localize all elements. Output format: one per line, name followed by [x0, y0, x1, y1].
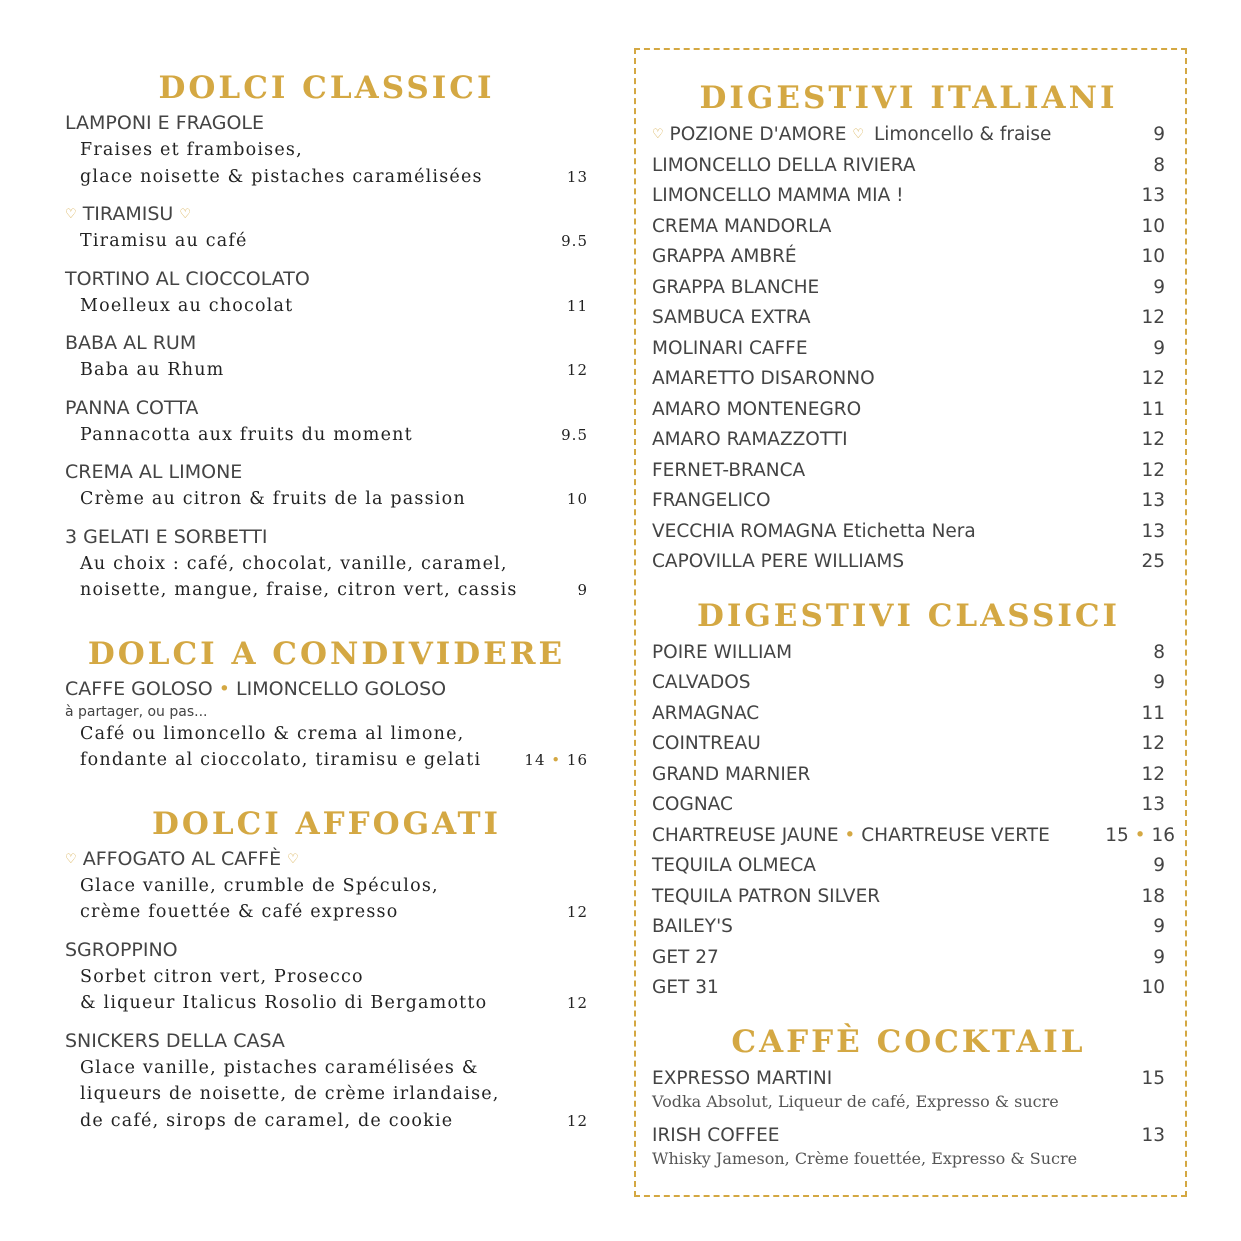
- price-value: 9: [1153, 916, 1165, 937]
- item-name-part: CALVADOS: [652, 672, 751, 693]
- item-price: [1153, 273, 1165, 304]
- item-note: à partager, ou pas...: [65, 703, 208, 720]
- item-name: [652, 303, 1165, 334]
- item-name-part: GET 31: [652, 977, 719, 998]
- item-name: [65, 846, 588, 873]
- item-name-part: VECCHIA ROMAGNA Etichetta Nera: [652, 520, 976, 542]
- item-name: [652, 943, 1165, 974]
- menu-item: [65, 266, 588, 320]
- menu-item: [652, 790, 1165, 821]
- menu-item: [652, 943, 1165, 974]
- price-value: 9: [1153, 855, 1165, 876]
- item-name-part: COGNAC: [652, 794, 733, 815]
- menu-section: [652, 596, 1175, 1004]
- item-description-line: Pannacotta aux fruits du moment: [80, 424, 413, 445]
- price-value: 10: [1141, 977, 1165, 998]
- item-name-part: SGROPPINO: [65, 938, 178, 961]
- item-price: [567, 293, 588, 320]
- item-name: [652, 851, 1165, 882]
- item-name-part: SNICKERS DELLA CASA: [65, 1029, 285, 1052]
- menu-item: [65, 110, 588, 190]
- item-name-part: CAPOVILLA PERE WILLIAMS: [652, 551, 905, 572]
- price-value: 12: [1141, 429, 1165, 450]
- item-name: [652, 912, 1165, 943]
- item-name-part: COINTREAU: [652, 733, 761, 754]
- item-name-part: AMARO MONTENEGRO: [652, 398, 862, 420]
- price-value: 12: [566, 903, 588, 921]
- price-value: 12: [1141, 459, 1165, 481]
- item-price: [567, 1108, 588, 1135]
- menu-section: [652, 78, 1165, 578]
- item-name-part: MOLINARI CAFFE: [652, 337, 808, 359]
- item-price: [567, 990, 588, 1017]
- menu-item: [65, 395, 588, 449]
- item-name: [65, 676, 588, 703]
- item-price: [1141, 364, 1165, 395]
- item-name: [652, 638, 1165, 669]
- item-price: [1153, 668, 1165, 699]
- item-name: [652, 273, 1165, 304]
- item-name-part: ARMAGNAC: [652, 702, 760, 724]
- item-description-line: crème fouettée & café expresso: [80, 902, 399, 922]
- item-price: [1141, 303, 1165, 334]
- item-description-line: fondante al cioccolato, tiramisu e gelati: [80, 750, 482, 770]
- menu-item: [65, 330, 588, 384]
- menu-item: [652, 486, 1165, 517]
- price-value: 13: [1141, 490, 1165, 511]
- price-value: 18: [1141, 885, 1165, 907]
- item-price: [1141, 882, 1165, 913]
- menu-item: [652, 517, 1165, 548]
- menu-item: [652, 912, 1165, 943]
- price-value: 10: [1141, 215, 1165, 237]
- price-value: 9.5: [561, 232, 588, 250]
- menu-item: [65, 201, 588, 255]
- price-value: 13: [1141, 794, 1165, 815]
- item-name-part: CHARTREUSE JAUNE: [652, 824, 839, 846]
- menu-item: [65, 1028, 588, 1135]
- item-name: [652, 760, 1165, 791]
- item-name: [652, 486, 1165, 517]
- item-price: [1141, 517, 1165, 548]
- item-price: [1153, 334, 1165, 365]
- separator-dot: •: [545, 751, 567, 769]
- item-name: [652, 821, 1165, 852]
- item-description-line: Baba au Rhum: [80, 360, 225, 380]
- price-value: 10: [1141, 246, 1165, 267]
- item-price: [1141, 456, 1165, 487]
- item-name-part: LAMPONI E FRAGOLE: [65, 112, 265, 134]
- desserts-column: [65, 68, 588, 1145]
- item-price: [1141, 1121, 1165, 1152]
- item-name-part: GET 27: [652, 946, 719, 968]
- menu-item: [65, 937, 588, 1017]
- item-name: [652, 973, 1165, 1004]
- item-name: [652, 882, 1165, 913]
- item-name-part: CREMA MANDORLA: [652, 215, 832, 237]
- item-price: [1141, 760, 1165, 791]
- price-value: 13: [1141, 520, 1165, 542]
- item-name: [652, 456, 1165, 487]
- price-value: 16: [566, 751, 588, 769]
- item-price: [1153, 638, 1165, 669]
- price-value: 15: [1105, 824, 1129, 846]
- menu-item: [65, 459, 588, 513]
- item-price: [561, 228, 588, 255]
- price-value: 8: [1153, 154, 1165, 176]
- item-description-line: Crème au citron & fruits de la passion: [80, 489, 466, 509]
- section-title: DIGESTIVI CLASSICI: [696, 597, 1121, 634]
- item-price: [1141, 395, 1165, 426]
- item-name: [652, 364, 1165, 395]
- section-title: DOLCI A CONDIVIDERE: [87, 635, 566, 672]
- menu-item: [652, 1121, 1165, 1148]
- menu-item: [65, 524, 588, 604]
- price-value: 9: [1153, 946, 1165, 968]
- item-price: [1153, 151, 1165, 182]
- item-name-part: 3 GELATI E SORBETTI: [65, 525, 268, 548]
- item-name-part: GRAPPA BLANCHE: [652, 276, 820, 298]
- separator-dot: •: [212, 677, 237, 700]
- item-price: [1153, 851, 1165, 882]
- item-description-line: noisette, mangue, fraise, citron vert, cassis: [80, 580, 518, 600]
- item-name: [652, 242, 1165, 273]
- item-price: [567, 164, 588, 191]
- item-name-part: GRAPPA AMBRÉ: [652, 246, 797, 267]
- item-description-line: Glace vanille, pistaches caramélisées &: [80, 1057, 479, 1078]
- item-description-line: & liqueur Italicus Rosolio di Bergamotto: [80, 993, 488, 1013]
- item-price: [561, 422, 588, 449]
- price-value: 10: [566, 490, 588, 508]
- price-value: 16: [1151, 824, 1175, 846]
- item-price: [1105, 821, 1175, 852]
- item-name-part: CREMA AL LIMONE: [65, 461, 243, 483]
- menu-item: [652, 1064, 1165, 1091]
- menu-item: [652, 638, 1165, 669]
- price-value: 13: [1141, 185, 1165, 206]
- item-price: [1141, 181, 1165, 212]
- item-price: [1141, 1064, 1165, 1095]
- item-name: [652, 517, 1165, 548]
- item-name-part: IRISH COFFEE: [652, 1124, 780, 1146]
- price-value: 12: [566, 1111, 588, 1130]
- item-price: [1141, 212, 1165, 243]
- menu-item: [652, 151, 1165, 182]
- price-value: 12: [1141, 763, 1165, 785]
- item-name: [652, 334, 1165, 365]
- item-price: [1141, 973, 1165, 1004]
- menu-item: [652, 425, 1165, 456]
- item-name: [65, 110, 588, 137]
- heart-icon: ♡: [65, 851, 77, 867]
- price-value: 9: [1153, 672, 1165, 693]
- item-description-line: Fraises et framboises,: [80, 140, 303, 160]
- price-value: 9: [1153, 337, 1165, 359]
- menu-item: [652, 729, 1165, 760]
- item-name-part: PANNA COTTA: [65, 396, 199, 419]
- item-price: [1141, 729, 1165, 760]
- heart-icon: ♡: [852, 127, 864, 142]
- item-name: [65, 937, 588, 964]
- price-value: 9: [1153, 124, 1165, 145]
- item-description-line: Sorbet citron vert, Prosecco: [80, 966, 364, 987]
- item-name: [652, 1121, 1165, 1152]
- price-value: 8: [1153, 641, 1165, 663]
- menu-item: [652, 303, 1165, 334]
- item-price: [1141, 242, 1165, 273]
- item-price: [1141, 425, 1165, 456]
- item-name: [652, 668, 1165, 699]
- item-name: [652, 181, 1165, 212]
- item-price: [1153, 912, 1165, 943]
- item-name: [652, 212, 1165, 243]
- menu-item: [652, 334, 1165, 365]
- menu-item: [652, 851, 1165, 882]
- menu-item: [652, 973, 1165, 1004]
- item-name-part: AMARETTO DISARONNO: [652, 368, 875, 389]
- heart-icon: ♡: [179, 207, 192, 222]
- menu-item: [652, 120, 1165, 151]
- item-description-line: Glace vanille, crumble de Spéculos,: [80, 875, 439, 896]
- price-value: 12: [1141, 307, 1165, 328]
- menu-item: [652, 882, 1165, 913]
- menu-item: [652, 242, 1165, 273]
- price-value: 11: [566, 296, 588, 315]
- menu-item: [652, 212, 1165, 243]
- item-name-part: CHARTREUSE VERTE: [861, 824, 1050, 846]
- item-name-part: TEQUILA OLMECA: [652, 855, 816, 876]
- item-name-part: POZIONE D'AMORE: [669, 124, 847, 145]
- menu-item: [65, 676, 588, 774]
- item-price: [1141, 790, 1165, 821]
- price-value: 9: [1153, 276, 1165, 298]
- item-name: [652, 790, 1165, 821]
- item-name: [65, 330, 588, 357]
- price-value: 9.5: [561, 425, 588, 444]
- price-value: 12: [1141, 733, 1165, 754]
- heart-icon: ♡: [287, 851, 299, 867]
- item-name-part: FRANGELICO: [652, 490, 771, 511]
- item-name: [652, 120, 1165, 151]
- item-price: [567, 486, 588, 513]
- item-description-line: glace noisette & pistaches caramélisées: [80, 166, 483, 187]
- menu-item: [652, 395, 1165, 426]
- item-name-part: TEQUILA PATRON SILVER: [652, 885, 881, 907]
- price-value: 14: [524, 751, 546, 769]
- price-value: 12: [1141, 368, 1165, 389]
- item-name: [652, 729, 1165, 760]
- menu-item: [652, 364, 1165, 395]
- menu-item: [652, 821, 1175, 852]
- item-price: [567, 357, 588, 384]
- item-name: [65, 395, 588, 422]
- item-name-part: AMARO RAMAZZOTTI: [652, 429, 848, 450]
- item-name: [65, 1028, 588, 1055]
- item-name: [652, 425, 1165, 456]
- price-value: 25: [1141, 551, 1165, 572]
- item-name: [65, 201, 588, 228]
- menu-item: [652, 273, 1165, 304]
- item-description-line: liqueurs de noisette, de crème irlandaise,: [80, 1084, 500, 1104]
- item-name: [652, 547, 1165, 578]
- item-name-part: TIRAMISU: [82, 203, 174, 225]
- item-name-part: LIMONCELLO GOLOSO: [236, 677, 447, 700]
- separator-dot: •: [838, 824, 862, 846]
- menu-item: [652, 181, 1165, 212]
- item-name-part: BABA AL RUM: [65, 332, 197, 354]
- menu-item: [652, 456, 1165, 487]
- item-description-line: Au choix : café, chocolat, vanille, caramel,: [80, 553, 508, 574]
- item-name-part: EXPRESSO MARTINI: [652, 1067, 833, 1089]
- item-name: [65, 524, 588, 551]
- menu-section: [652, 1022, 1165, 1170]
- menu-section: [65, 804, 588, 1135]
- item-name: [652, 151, 1165, 182]
- digestifs-panel: [634, 48, 1187, 1197]
- item-name-part: TORTINO AL CIOCCOLATO: [65, 267, 310, 290]
- section-title: DOLCI CLASSICI: [158, 70, 495, 106]
- price-value: 13: [1141, 1124, 1165, 1146]
- section-title: CAFFÈ COCKTAIL: [731, 1023, 1086, 1060]
- item-name-part: CAFFE GOLOSO: [65, 677, 213, 700]
- menu-section: [65, 634, 588, 774]
- item-description-line: Café ou limoncello & crema al limone,: [80, 723, 465, 744]
- menu-item: [652, 760, 1165, 791]
- item-price: [1153, 943, 1165, 974]
- item-description-line: Tiramisu au café: [80, 231, 248, 251]
- item-price: [567, 899, 588, 926]
- item-price: [1141, 486, 1165, 517]
- item-name-part: LIMONCELLO DELLA RIVIERA: [652, 154, 916, 176]
- item-name: [652, 395, 1165, 426]
- menu-section: [65, 68, 588, 604]
- price-value: 13: [566, 167, 588, 186]
- item-name-part: FERNET-BRANCA: [652, 459, 806, 481]
- menu-item: [652, 547, 1165, 578]
- item-subtitle: Limoncello & fraise: [873, 124, 1052, 145]
- menu-item: [652, 668, 1165, 699]
- item-name: [65, 266, 588, 293]
- menu-item: [652, 699, 1165, 730]
- heart-icon: ♡: [65, 207, 77, 222]
- price-value: 9: [577, 581, 588, 599]
- item-description: Whisky Jameson, Crème fouettée, Expresso & Sucre: [652, 1148, 1078, 1168]
- price-value: 11: [1141, 702, 1165, 724]
- item-price: [524, 747, 588, 774]
- item-name: [65, 459, 588, 486]
- item-name-part: POIRE WILLIAM: [652, 641, 793, 663]
- menu-item: [65, 846, 588, 926]
- item-description-line: de café, sirops de caramel, de cookie: [80, 1110, 454, 1131]
- price-value: 12: [566, 994, 588, 1012]
- item-name-part: SAMBUCA EXTRA: [652, 307, 811, 328]
- item-description-line: Moelleux au chocolat: [80, 295, 294, 316]
- price-value: 12: [566, 361, 588, 379]
- item-name-part: GRAND MARNIER: [652, 763, 811, 785]
- price-value: 11: [1141, 398, 1165, 420]
- heart-icon: ♡: [652, 127, 664, 142]
- item-price: [1153, 120, 1165, 151]
- item-price: [1141, 547, 1165, 578]
- item-name: [652, 699, 1165, 730]
- item-price: [577, 577, 588, 604]
- item-name: [652, 1064, 1165, 1095]
- section-title: DOLCI AFFOGATI: [151, 805, 502, 842]
- item-price: [1141, 699, 1165, 730]
- section-title: DIGESTIVI ITALIANI: [699, 80, 1118, 116]
- item-name-part: LIMONCELLO MAMMA MIA !: [652, 185, 904, 206]
- separator-dot: •: [1128, 824, 1152, 846]
- item-description: Vodka Absolut, Liqueur de café, Expresso & sucre: [652, 1091, 1059, 1111]
- item-name-part: BAILEY'S: [652, 916, 733, 937]
- item-name-part: AFFOGATO AL CAFFÈ: [82, 847, 282, 870]
- price-value: 15: [1141, 1067, 1165, 1089]
